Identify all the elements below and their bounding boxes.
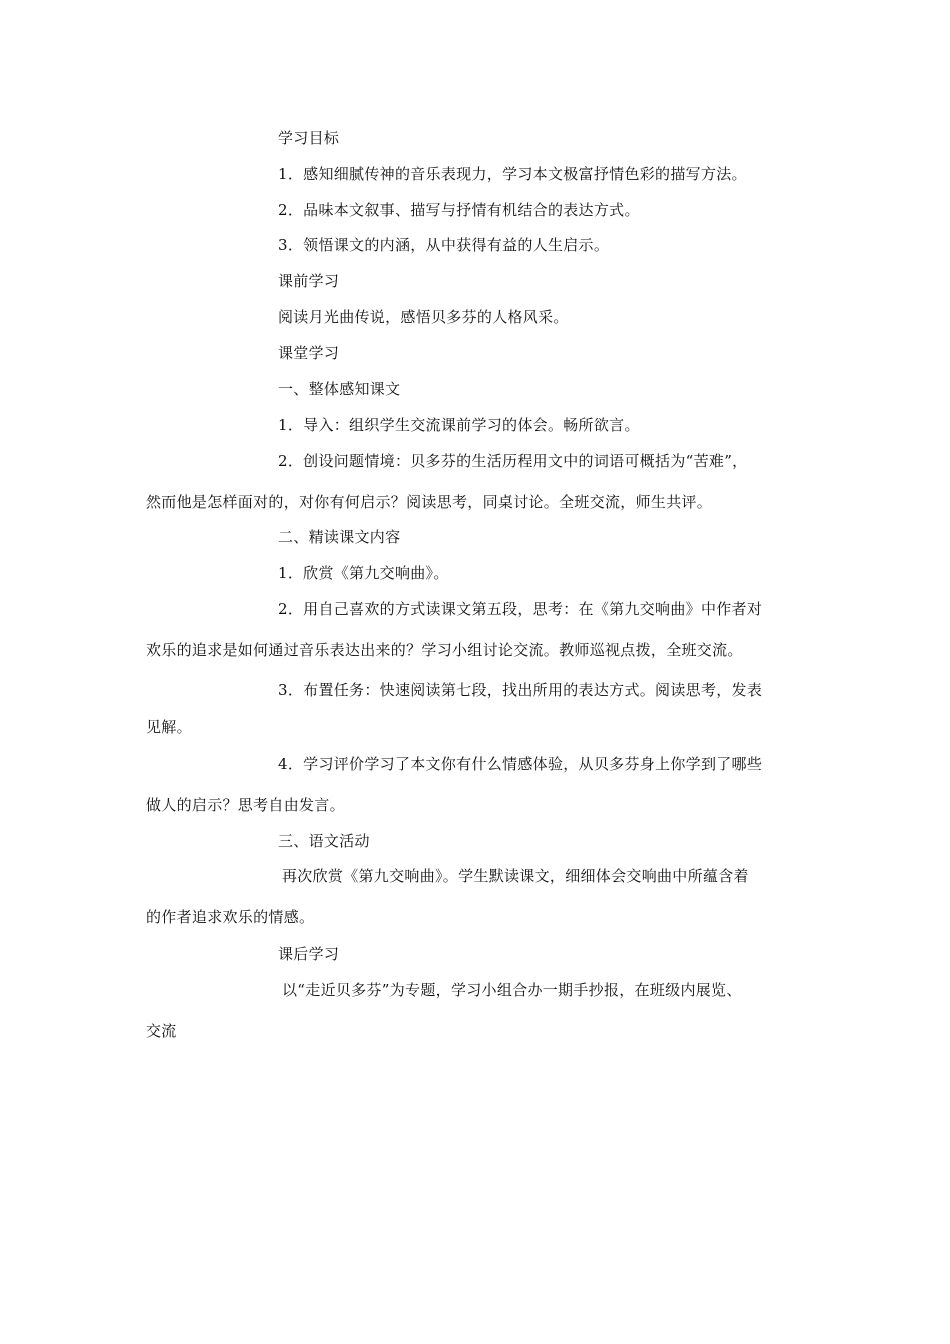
section-2-item-2-line-1: 2．用自己喜欢的方式读课文第五段，思考：在《第九交响曲》中作者对 [278, 600, 763, 618]
section-2-item-2-line-2: 欢乐的追求是如何通过音乐表达出来的？学习小组讨论交流。教师巡视点拨，全班交流。 [146, 641, 743, 659]
section-2-title: 二、精读课文内容 [278, 528, 401, 546]
goal-item-2: 2．品味本文叙事、描写与抒情有机结合的表达方式。 [278, 201, 640, 219]
goal-item-3: 3．领悟课文的内涵，从中获得有益的人生启示。 [278, 236, 610, 254]
section-2-item-1: 1．欣赏《第九交响曲》。 [278, 564, 449, 582]
heading-after-class: 课后学习 [278, 945, 340, 963]
section-1-item-2-line-2: 然而他是怎样面对的，对你有何启示？阅读思考，同桌讨论。全班交流，师生共评。 [146, 493, 713, 511]
section-2-item-3-line-2: 见解。 [146, 718, 192, 736]
after-class-text-line-2: 交流 [146, 1022, 177, 1040]
goal-item-1: 1．感知细腻传神的音乐表现力，学习本文极富抒情色彩的描写方法。 [278, 165, 747, 183]
section-3-text-line-1: 再次欣赏《第九交响曲》。学生默读课文，细细体会交响曲中所蕴含着 [282, 867, 749, 885]
section-2-item-3-line-1: 3．布置任务：快速阅读第七段，找出所用的表达方式。阅读思考，发表 [278, 681, 763, 699]
section-3-title: 三、语文活动 [278, 832, 370, 850]
section-1-title: 一、整体感知课文 [278, 380, 401, 398]
section-3-text-line-2: 的作者追求欢乐的情感。 [146, 908, 315, 926]
section-2-item-4-line-1: 4．学习评价学习了本文你有什么情感体验，从贝多芬身上你学到了哪些 [278, 755, 763, 773]
section-1-item-1: 1．导入：组织学生交流课前学习的体会。畅所欲言。 [278, 416, 640, 434]
heading-in-class: 课堂学习 [278, 344, 340, 362]
pre-class-text: 阅读月光曲传说，感悟贝多芬的人格风采。 [278, 308, 569, 326]
after-class-text-line-1: 以“走近贝多芬”为专题，学习小组合办一期手抄报，在班级内展览、 [282, 981, 742, 999]
section-1-item-2-line-1: 2．创设问题情境：贝多芬的生活历程用文中的词语可概括为“苦难”， [278, 452, 748, 470]
heading-learning-goals: 学习目标 [278, 129, 340, 147]
heading-pre-class: 课前学习 [278, 272, 340, 290]
section-2-item-4-line-2: 做人的启示？思考自由发言。 [146, 796, 345, 814]
